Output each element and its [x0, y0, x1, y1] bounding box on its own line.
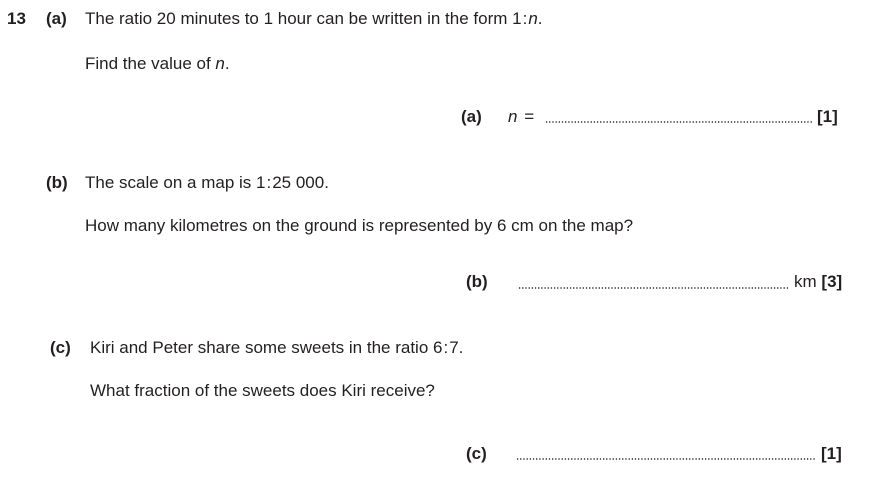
part-b-colon: :	[266, 173, 272, 192]
answer-b-line[interactable]	[518, 287, 788, 289]
answer-a-line[interactable]	[545, 121, 813, 123]
part-a-statement-text: The ratio 20 minutes to 1 hour can be written in the form 1	[85, 9, 522, 28]
part-a-colon: :	[522, 9, 528, 28]
answer-a-label: (a)	[461, 107, 482, 126]
answer-a-equals: =	[524, 107, 535, 126]
answer-b-label: (b)	[466, 272, 488, 291]
answer-c-line[interactable]	[516, 458, 816, 460]
part-b-label: (b)	[46, 173, 68, 192]
part-c-colon: :	[443, 338, 449, 357]
part-c-label: (c)	[50, 338, 71, 357]
part-b-statement	[85, 173, 329, 193]
part-a-instruction-text: Find the value of	[85, 54, 216, 73]
part-a-instruction-period: .	[224, 54, 230, 73]
part-a-variable: n	[528, 9, 538, 28]
part-c-ratio: 7.	[449, 338, 464, 357]
part-a-instruction	[85, 54, 230, 74]
answer-a-variable: n	[508, 107, 518, 126]
answer-a-marks: [1]	[817, 107, 838, 126]
answer-b-marks: [3]	[821, 272, 843, 291]
part-c-statement	[90, 338, 463, 358]
answer-c-label: (c)	[466, 444, 487, 463]
part-c-question: What fraction of the sweets does Kiri receive?	[90, 381, 435, 400]
answer-c-marks: [1]	[821, 444, 842, 463]
part-a-label: (a)	[46, 9, 67, 28]
part-a-period: .	[537, 9, 543, 28]
part-a-instruction-variable: n	[215, 54, 225, 73]
part-b-question: How many kilometres on the ground is represented by 6 cm on the map?	[85, 216, 634, 235]
part-c-statement-text: Kiri and Peter share some sweets in the ratio 6	[90, 338, 443, 357]
question-number: 13	[7, 9, 26, 28]
part-b-statement-text: The scale on a map is 1	[85, 173, 266, 192]
answer-a-prefix	[508, 107, 534, 127]
answer-b-suffix	[794, 272, 842, 292]
part-b-scale: 25 000.	[272, 173, 329, 192]
answer-b-unit: km	[794, 272, 817, 291]
part-a-statement	[85, 9, 543, 29]
